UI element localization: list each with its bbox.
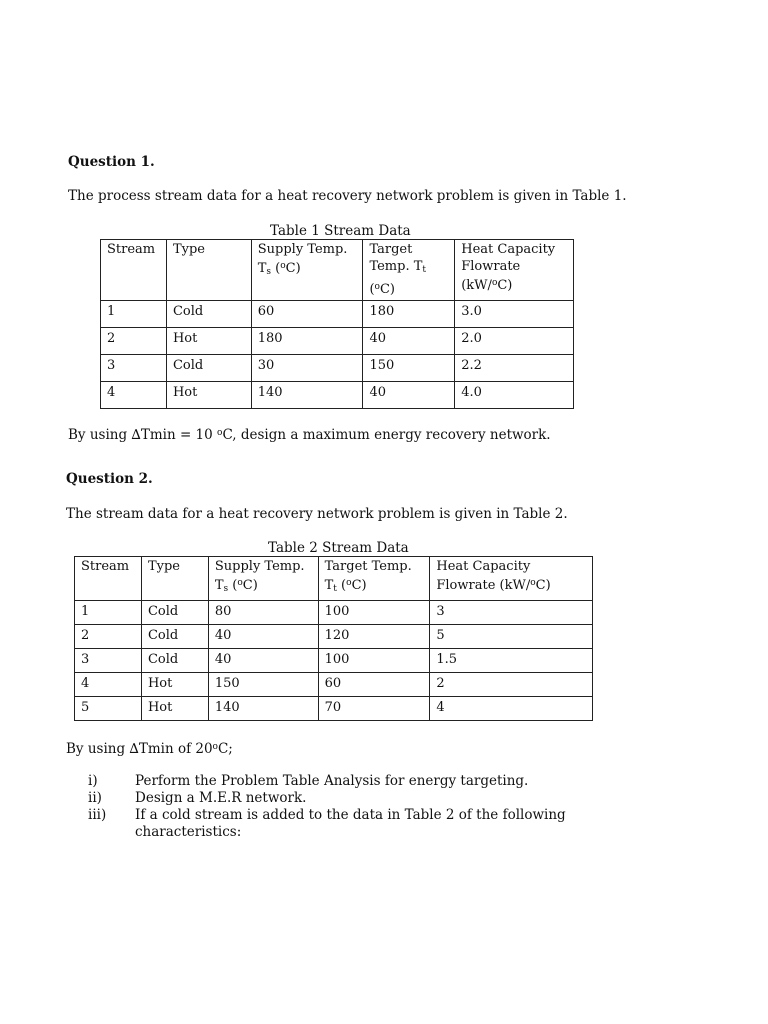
question-2-title: Question 2. [66,471,153,487]
header-heat-capacity: Heat Capacity Flowrate (kW/$^o$C) [455,240,574,301]
header-target-temp: Target Temp. $T_t$ ($^o$C) [363,240,455,301]
question-2-intro: The stream data for a heat recovery network problem is given in Table 2. [66,506,568,522]
cell-target: 150 [363,355,455,382]
header-supply-temp: Supply Temp. $T_s$ ($^o$C) [251,240,363,301]
cell-target: 100 [318,649,430,673]
header-type: Type [166,240,251,301]
cell-supply: 140 [251,382,363,409]
table-row [75,625,593,649]
table-row [75,673,593,697]
cell-supply: 60 [251,301,363,328]
cell-stream: 1 [75,601,142,625]
cell-heat: 5 [430,625,593,649]
cell-heat: 3 [430,601,593,625]
cell-stream: 1 [101,301,167,328]
table-2-header-row [75,557,593,601]
cell-type: Hot [166,382,251,409]
cell-type: Cold [166,301,251,328]
list-number: iii) [88,807,107,823]
table-row [75,649,593,673]
list-number: i) [88,773,98,789]
list-item: Perform the Problem Table Analysis for energy targeting. [135,773,529,789]
list-item: Design a M.E.R network. [135,790,307,806]
cell-stream: 2 [101,328,167,355]
cell-supply: 150 [208,673,318,697]
question-1-instruction: By using ∆Tmin = 10 $^o$C, design a maximum energy recovery network. [68,427,551,443]
cell-heat: 4.0 [455,382,574,409]
table-row [101,301,574,328]
cell-heat: 2.2 [455,355,574,382]
cell-type: Hot [166,328,251,355]
cell-target: 60 [318,673,430,697]
cell-stream: 4 [75,673,142,697]
table-2-caption: Table 2 Stream Data [268,540,409,556]
cell-target: 120 [318,625,430,649]
cell-target: 70 [318,697,430,721]
cell-supply: 140 [208,697,318,721]
question-1-intro: The process stream data for a heat recovery network problem is given in Table 1. [68,188,627,204]
cell-target: 100 [318,601,430,625]
cell-stream: 2 [75,625,142,649]
table-1 [100,239,574,409]
table-row [101,355,574,382]
cell-supply: 40 [208,649,318,673]
table-row [75,697,593,721]
cell-stream: 5 [75,697,142,721]
table-row [101,382,574,409]
cell-supply: 180 [251,328,363,355]
cell-supply: 80 [208,601,318,625]
list-number: ii) [88,790,102,806]
header-target-temp: Target Temp. $T_t$ ($^o$C) [318,557,430,601]
list-item: If a cold stream is added to the data in Table 2 of the following [135,807,566,823]
cell-stream: 4 [101,382,167,409]
cell-type: Hot [141,673,208,697]
header-heat-capacity: Heat Capacity Flowrate (kW/$^o$C) [430,557,593,601]
cell-target: 40 [363,382,455,409]
header-supply-temp: Supply Temp. $T_s$ ($^o$C) [208,557,318,601]
cell-heat: 4 [430,697,593,721]
table-row [101,328,574,355]
list-item-continuation: characteristics: [135,824,242,840]
table-row [75,601,593,625]
cell-type: Cold [141,601,208,625]
table-1-caption: Table 1 Stream Data [270,223,411,239]
cell-type: Cold [141,625,208,649]
cell-heat: 2.0 [455,328,574,355]
cell-stream: 3 [101,355,167,382]
cell-type: Cold [141,649,208,673]
header-stream: Stream [101,240,167,301]
cell-target: 180 [363,301,455,328]
question-2-instruction: By using ∆Tmin of 20$^o$C; [66,741,233,757]
cell-supply: 40 [208,625,318,649]
table-1-header-row [101,240,574,301]
cell-heat: 1.5 [430,649,593,673]
cell-heat: 2 [430,673,593,697]
cell-supply: 30 [251,355,363,382]
cell-target: 40 [363,328,455,355]
cell-stream: 3 [75,649,142,673]
cell-heat: 3.0 [455,301,574,328]
question-1-title: Question 1. [68,154,155,170]
header-stream: Stream [75,557,142,601]
cell-type: Hot [141,697,208,721]
header-type: Type [141,557,208,601]
table-2 [74,556,593,721]
cell-type: Cold [166,355,251,382]
